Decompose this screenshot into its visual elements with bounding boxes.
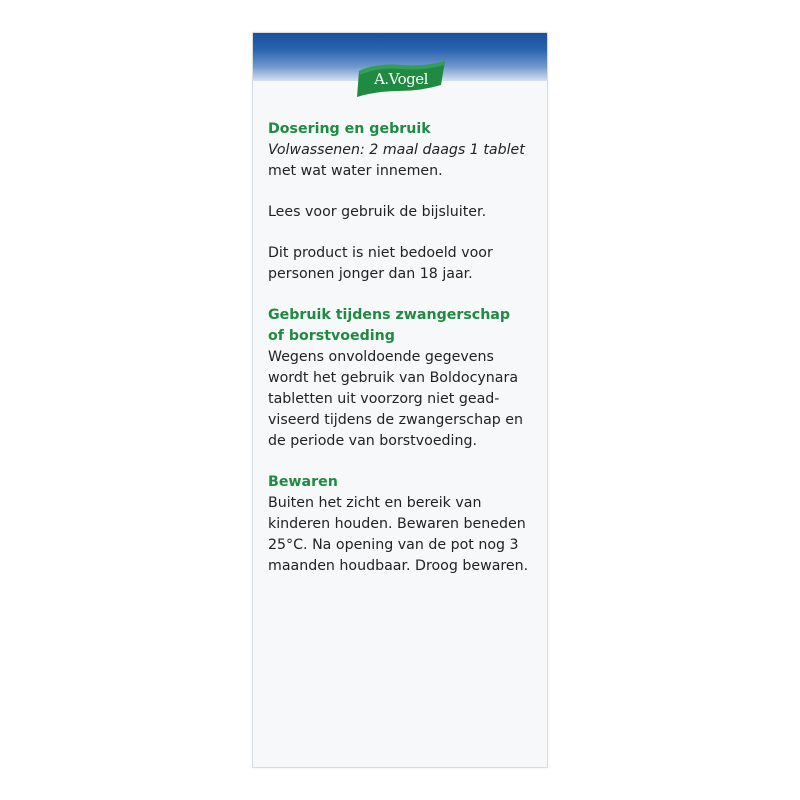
pregnancy-line: tabletten uit voorzorg niet gead- — [268, 391, 500, 407]
dosage-line-1: Volwassenen: 2 maal daags 1 tablet — [268, 142, 525, 158]
storage-heading: Bewaren — [268, 474, 338, 490]
storage-line: 25°C. Na opening van de pot nog 3 — [268, 537, 519, 553]
pregnancy-line: de periode van borstvoeding. — [268, 433, 478, 449]
pregnancy-heading-line-1: Gebruik tijdens zwangerschap — [268, 307, 511, 323]
pregnancy-line: viseerd tijdens de zwangerschap en — [268, 412, 524, 428]
storage-line: kinderen houden. Bewaren beneden — [268, 516, 526, 532]
dosage-line-2: met wat water innemen. — [268, 163, 443, 179]
dosage-heading: Dosering en gebruik — [268, 121, 431, 137]
label-text-content — [268, 119, 540, 577]
storage-line: maanden houdbaar. Droog bewaren. — [268, 558, 529, 574]
pregnancy-line: wordt het gebruik van Boldocynara — [268, 370, 519, 386]
pregnancy-heading-line-2: of borstvoeding — [268, 328, 395, 344]
logo-text: A.Vogel — [374, 70, 428, 88]
leaflet-notice: Lees voor gebruik de bijsluiter. — [268, 204, 487, 220]
storage-line: Buiten het zicht en bereik van — [268, 495, 482, 511]
package-side-panel — [252, 32, 548, 768]
age-notice-line-1: Dit product is niet bedoeld voor — [268, 245, 493, 261]
avogel-logo — [355, 61, 447, 97]
pregnancy-line: Wegens onvoldoende gegevens — [268, 349, 494, 365]
age-notice-line-2: personen jonger dan 18 jaar. — [268, 266, 473, 282]
